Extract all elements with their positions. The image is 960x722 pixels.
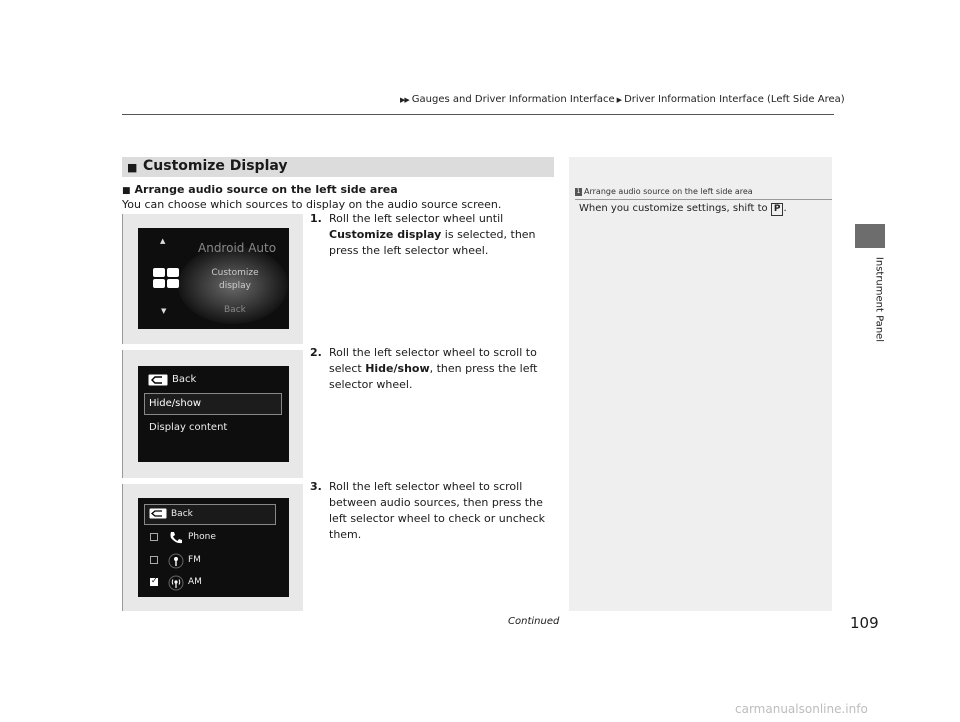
back-icon [148, 374, 168, 386]
back-icon [149, 508, 167, 519]
checkbox [150, 556, 158, 564]
double-arrow-icon: ▶▶ [400, 96, 409, 104]
phone-icon [168, 530, 184, 546]
section-title: Customize Display [143, 158, 288, 174]
menu-item-back: Back [171, 509, 193, 519]
menu-item-customize-display: Customize display [211, 268, 259, 291]
source-title: Android Auto [198, 241, 277, 255]
radio-antenna-icon [168, 553, 184, 569]
step-3: 3. Roll the left selector wheel to scroll between audio sources, then press the left selector wheel to check or uncheck them. [310, 480, 545, 541]
chapter-label: Instrument Panel [873, 256, 885, 343]
square-bullet-icon: ■ [127, 161, 138, 174]
display-screen-2 [138, 366, 289, 462]
watermark: carmanualsonline.info [735, 702, 868, 716]
note-text: When you customize settings, shift to P . [579, 203, 787, 214]
menu-item-back: Back [172, 374, 197, 385]
selector-wheel-icon [152, 267, 180, 289]
intro-text: You can choose which sources to display on the audio source screen. [122, 198, 502, 211]
checkbox-checked [150, 578, 158, 586]
section-heading [122, 157, 554, 177]
scroll-down-icon: ▼ [161, 307, 167, 315]
step-2: 2. Roll the left selector wheel to scroll to select Hide/show, then press the left selector wheel. [310, 346, 538, 391]
step-1: 1. Roll the left selector wheel until Customize display is selected, then press the left selector wheel. [310, 212, 536, 257]
gear-p-symbol: P [771, 203, 784, 216]
menu-item-hide-show: Hide/show [149, 398, 202, 409]
menu-item-back: Back [224, 305, 246, 315]
breadcrumb-item: Driver Information Interface (Left Side Area) [624, 94, 845, 105]
radio-waves-icon [168, 575, 184, 591]
reference-marker-icon: 1 [576, 188, 581, 195]
square-bullet-icon: ■ [122, 186, 131, 196]
subheading: ■ Arrange audio source on the left side area [122, 183, 398, 196]
header-rule [122, 114, 834, 115]
note-panel [569, 157, 832, 611]
arrow-icon: ▶ [616, 96, 623, 104]
display-screen-1 [138, 228, 289, 329]
continued-label: Continued [508, 616, 560, 627]
note-reference: 1 Arrange audio source on the left side area [576, 187, 753, 196]
checkbox [150, 533, 158, 541]
breadcrumb [400, 94, 845, 105]
page-number: 109 [850, 614, 879, 632]
display-screen-3: Back Phone FM ✓ AM [138, 498, 289, 597]
note-rule [575, 199, 832, 200]
scroll-up-icon: ▲ [160, 237, 166, 245]
breadcrumb-item: Gauges and Driver Information Interface [411, 94, 615, 105]
menu-item-display-content: Display content [149, 422, 228, 433]
